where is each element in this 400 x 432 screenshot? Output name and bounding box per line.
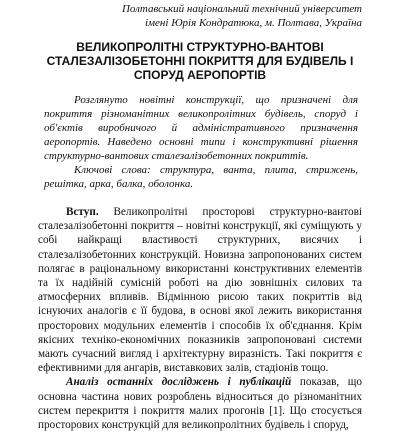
abstract — [38, 93, 362, 191]
intro-text: Великопролітні просторові структурно-вантові сталезалізобетонні покриття – новітні конструкції, які суміщують у собі найкращі властивості структурних, висячих і сталезалізобетонних конструкцій. Новизна запропонованих систем полягає в раціональному використанні конструктивних елементів та їх надійній сумісній роботі на дію зовнішніх силових та атмосферних впливів. Відмінною рисою таких покриттів від існуючих аналогів є її будова, в основі якої лежить використання просторових модульних елементів і способів їх об'єднання. Крім якісних техніко-економічних показників запропоновані системи мають сучасний вигляд і архітектурну виразність. Такі покриття є ефективними для ангарів, виставкових залів, стадіонів тощо. — [38, 206, 362, 375]
analysis-text: показав, що основна частина нових розроблень відноситься до різноманітних систем перекриття і покриття малих прогонів [1]. Що стосується просторових конструкцій для великопролітних будівель і споруд, — [38, 376, 362, 432]
intro-label: Вступ. — [66, 206, 99, 218]
title-line-1: ВЕЛИКОПРОЛІТНІ СТРУКТУРНО-ВАНТОВІ — [76, 40, 324, 54]
analysis-paragraph — [38, 375, 362, 432]
abstract-text: Розглянуто новітні конструкції, що призначені для покриття різноманітних великопролітних будівель, споруд і об'єктів виробничого й адміністративного призначення аеропортів. Наведено основні типи і конструктивні рішення структурно-вантових сталезалізобетонних покриттів. — [44, 94, 358, 162]
paper-title — [38, 40, 362, 82]
intro-paragraph — [38, 205, 362, 375]
keywords: Ключові слова: структура, ванта, плита, стрижень, решітка, арка, балка, оболонка. — [44, 164, 358, 190]
body-text — [38, 205, 362, 432]
affiliation-line-2: імені Юрія Кондратюка, м. Полтава, Україна — [144, 17, 362, 29]
title-line-3: СПОРУД АЕРОПОРТІВ — [133, 68, 267, 82]
title-line-2: СТАЛЕЗАЛІЗОБЕТОННІ ПОКРИТТЯ ДЛЯ БУДІВЕЛЬ І — [46, 54, 354, 68]
analysis-label: Аналіз останніх досліджень і публікацій — [66, 376, 292, 389]
affiliation-line-1: Полтавський національний технічний університет — [121, 3, 362, 15]
affiliation — [38, 2, 362, 30]
paper-page — [0, 2, 400, 432]
